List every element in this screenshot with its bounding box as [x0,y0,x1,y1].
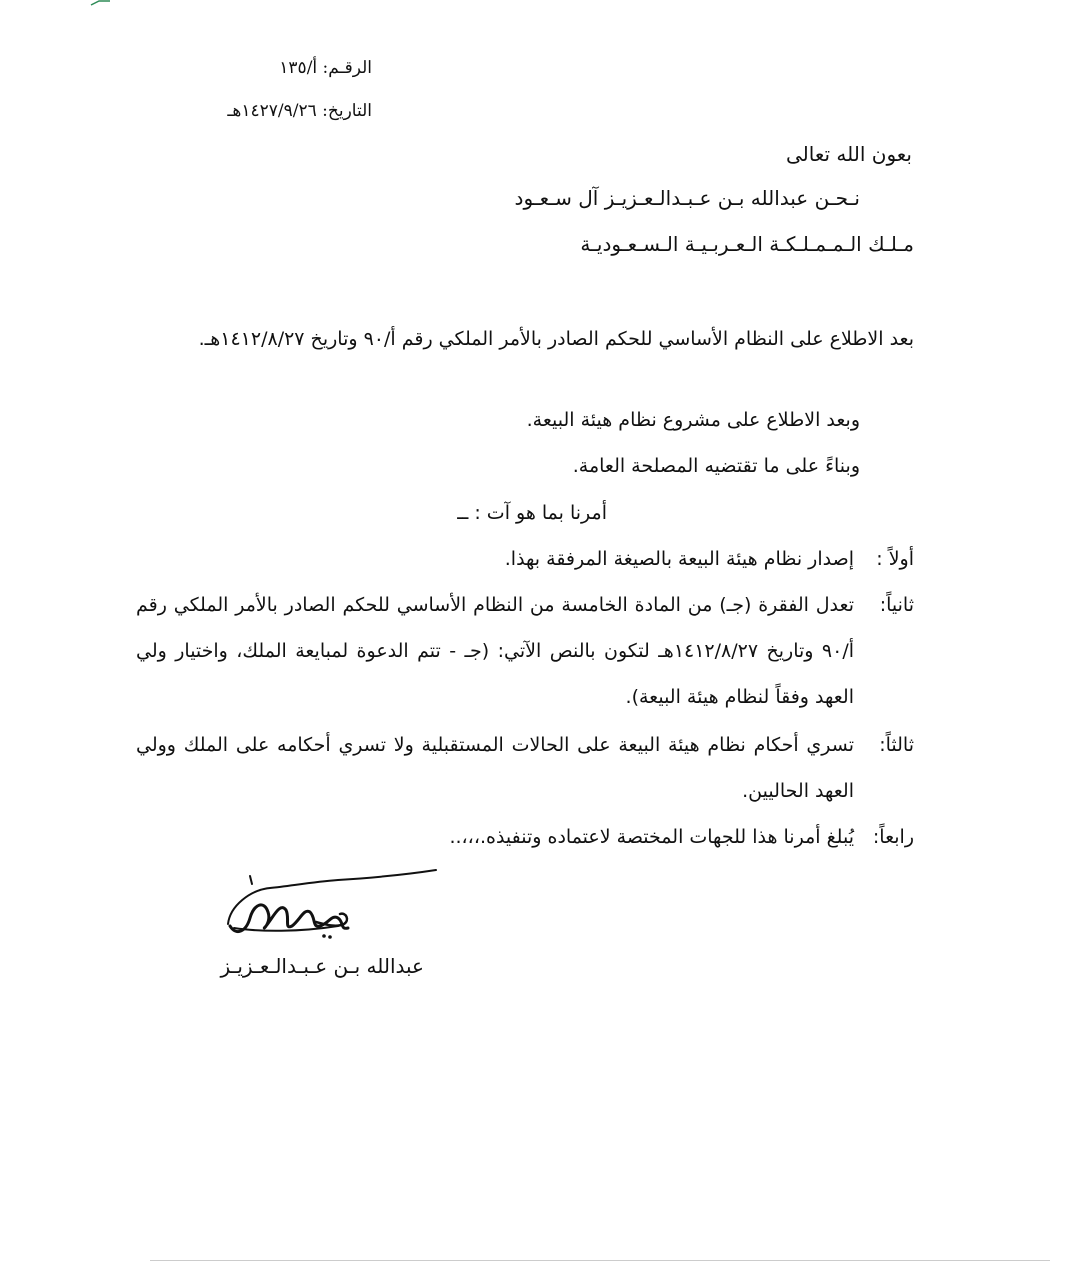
list-item [136,536,914,582]
signatory-name: عبدالله بـن عـبـدالـعـزيـز [220,954,424,978]
list-item [136,582,914,720]
item-text: يُبلغ أمرنا هذا للجهات المختصة لاعتماده وتنفيذه.،،،.. [449,826,854,848]
signature-icon [220,866,450,956]
king-title: مـلـك الـمـمـلـكـة الـعـربـيـة الـسـعـوديـة [580,232,914,256]
command-line: أمرنا بما هو آت : ــ [457,502,607,524]
preamble-line-3: وبناءً على ما تقتضيه المصلحة العامة. [572,455,860,477]
item-label: أولاً : [876,548,914,570]
list-item [136,722,914,814]
reference-number: الرقـم: أ/١٣٥ [279,58,372,78]
item-label: رابعاً: [872,826,914,848]
reference-date: التاريخ: ١٤٢٧/٩/٢٦هـ [227,101,372,121]
item-text: تعدل الفقرة (جـ) من المادة الخامسة من النظام الأساسي للحكم الصادر بالأمر الملكي رقم أ/٩٠ وتاريخ ١٤١٢/٨/٢٧هـ لتكون بالنص الآتي: (جـ - تتم الدعوة لمبايعة الملك، واختيار ولي العهد وفقاً لنظام هيئة البيعة). [136,594,855,708]
item-label: ثالثاً: [879,734,914,756]
corner-mark-icon [90,0,112,6]
list-item [136,814,914,860]
preamble-line-2: وبعد الاطلاع على مشروع نظام هيئة البيعة. [526,409,860,431]
item-text: إصدار نظام هيئة البيعة بالصيغة المرفقة بهذا. [504,548,854,570]
item-label: ثانياً: [879,594,914,616]
invocation: بعون الله تعالى [785,142,912,166]
item-text: تسري أحكام نظام هيئة البيعة على الحالات المستقبلية ولا تسري أحكامه على الملك وولي العهد الحاليين. [136,734,854,802]
scan-edge-line [150,1260,1050,1261]
king-name: نـحـن عبدالله بـن عـبـدالـعـزيـز آل سـعـود [514,186,860,210]
preamble-paragraph: بعد الاطلاع على النظام الأساسي للحكم الصادر بالأمر الملكي رقم أ/٩٠ وتاريخ ١٤١٢/٨/٢٧هـ. [198,328,914,350]
